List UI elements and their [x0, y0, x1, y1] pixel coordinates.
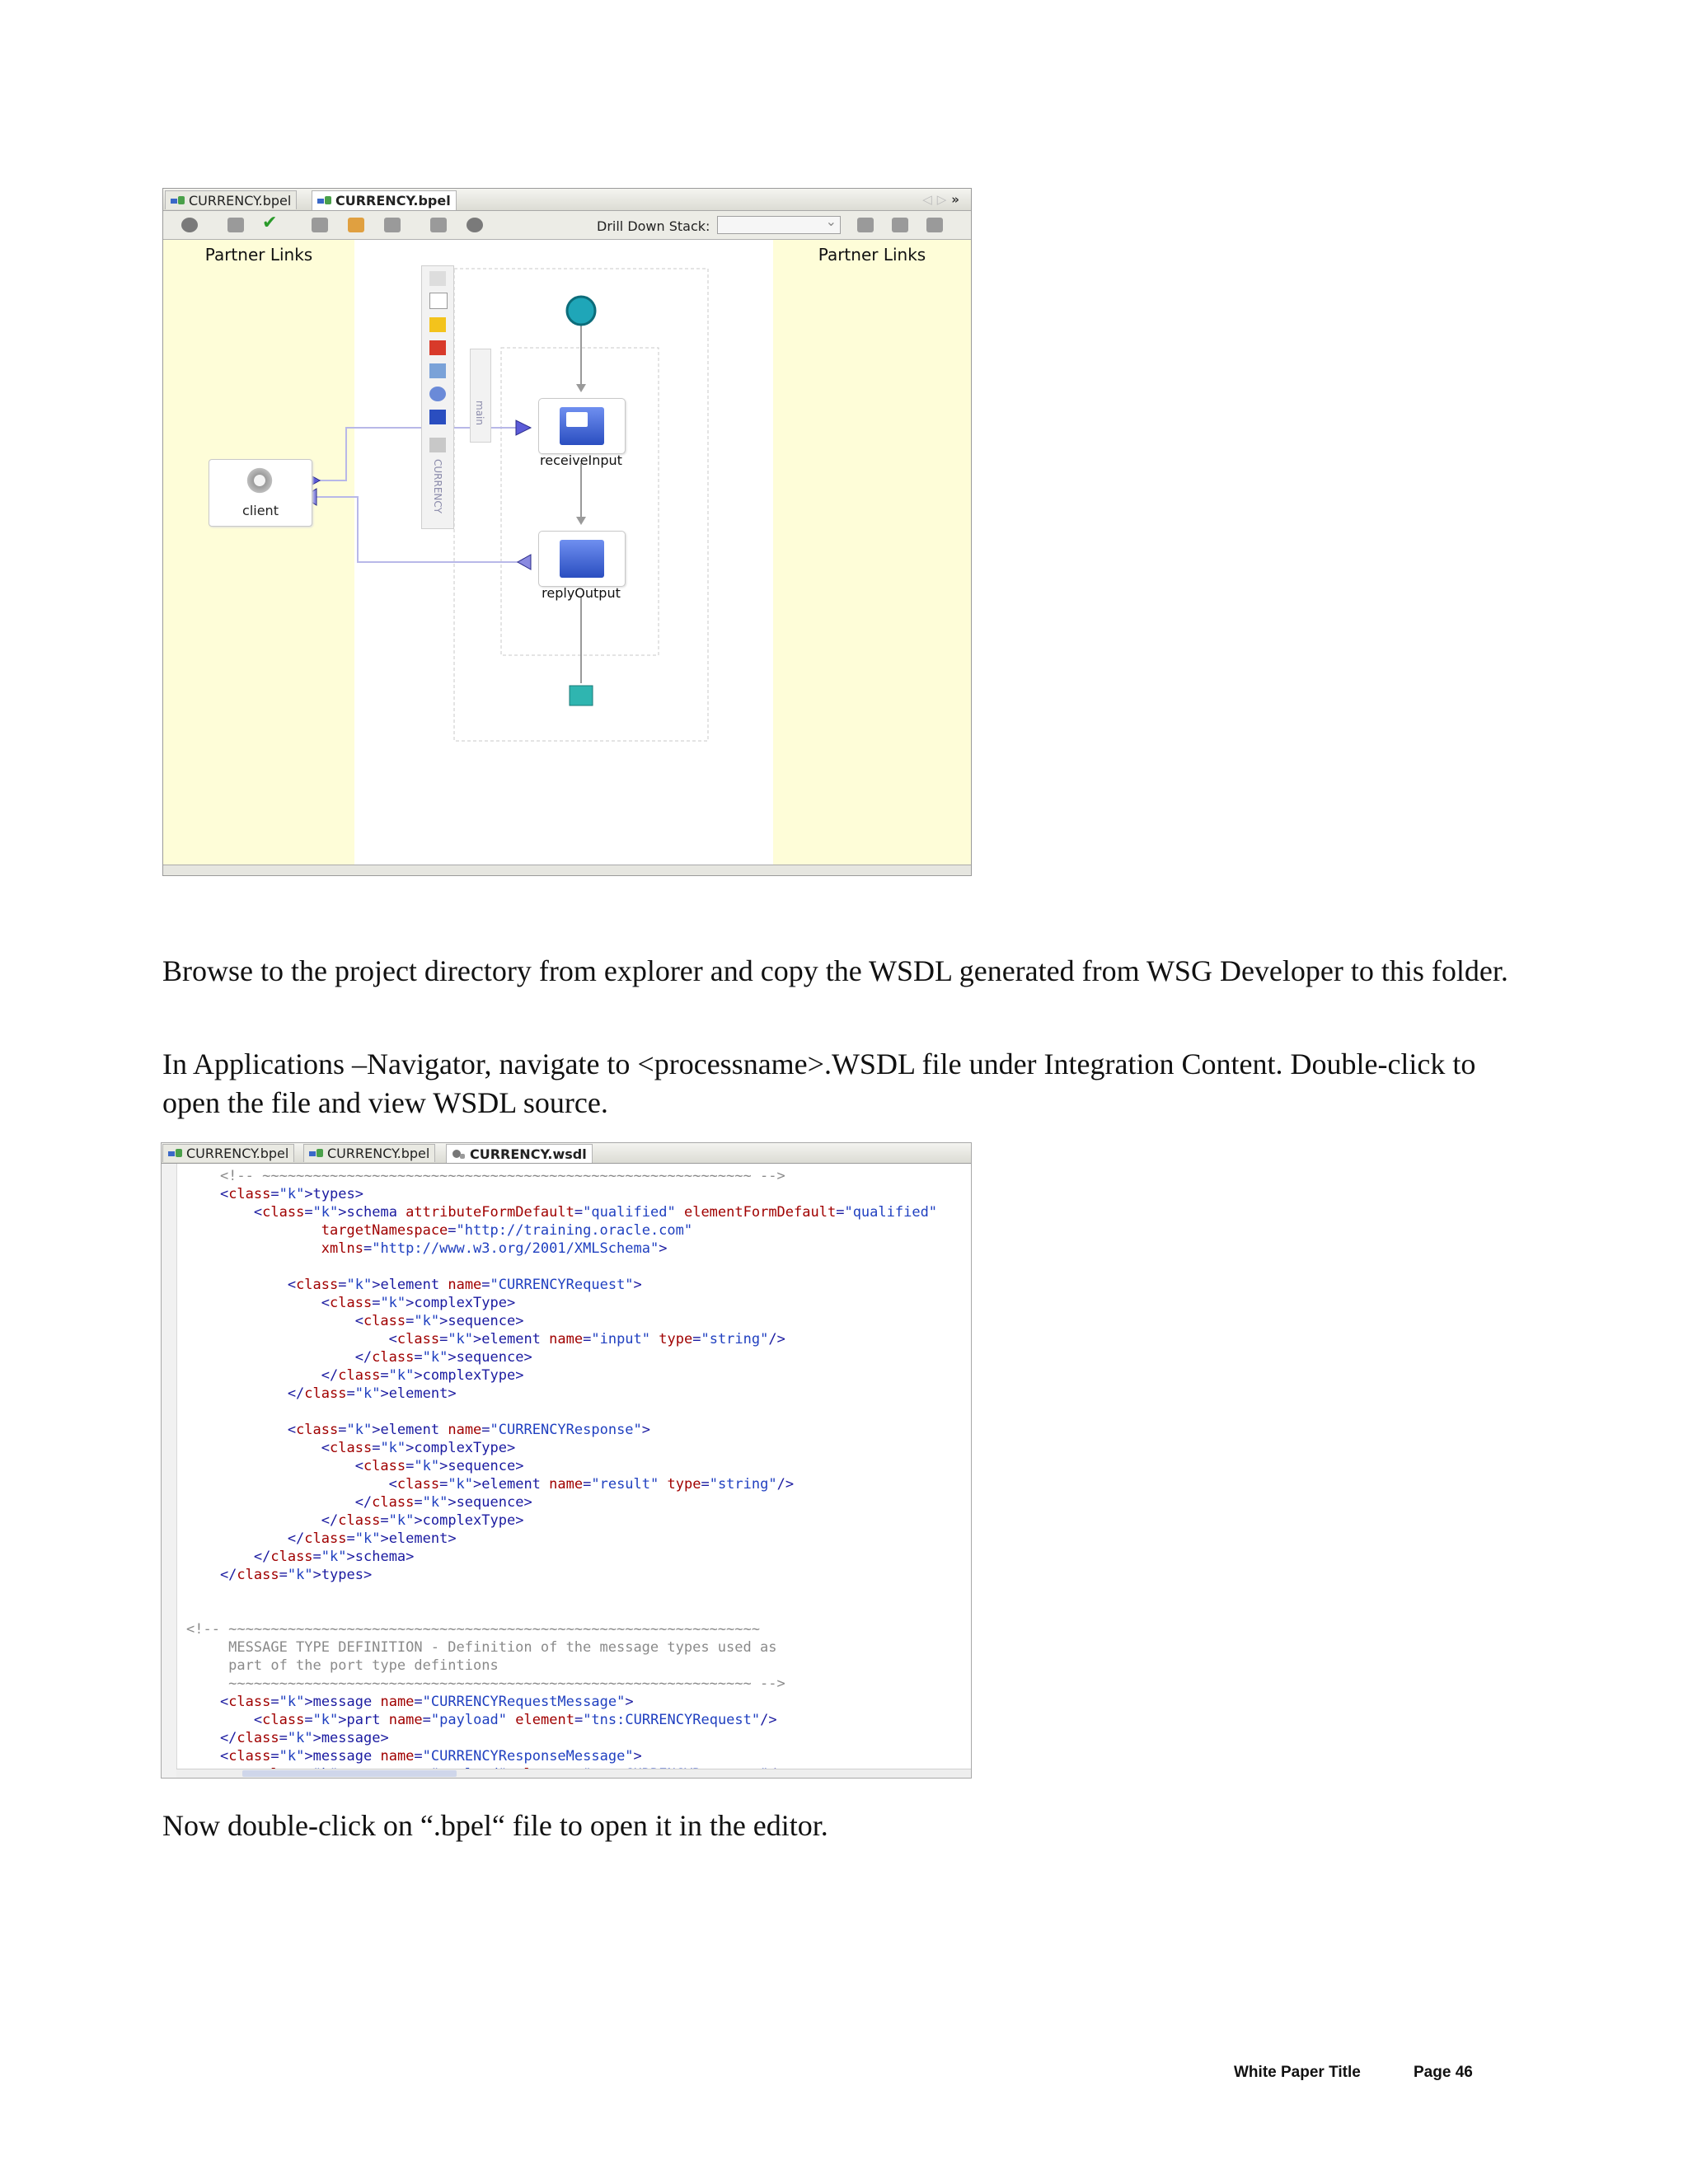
collapse-icon[interactable]: [429, 271, 446, 286]
reply-gear-icon: [560, 540, 604, 578]
code-line: <class="k">types>: [186, 1186, 363, 1202]
flow-arrowhead-1: [576, 384, 586, 392]
code-line: </class="k">schema>: [186, 1549, 415, 1565]
bpel-file-icon: [309, 1148, 324, 1159]
error-icon[interactable]: [429, 340, 446, 355]
code-line: <class="k">message name="CURRENCYResponseMessage">: [186, 1748, 642, 1765]
reply-activity[interactable]: [538, 531, 626, 587]
process-label: CURRENCY: [432, 459, 443, 513]
partner-link-reply: [316, 497, 518, 562]
code-line: MESSAGE TYPE DEFINITION - Definition of the message types used as: [186, 1639, 777, 1656]
code-line: <class="k">complexType>: [186, 1440, 516, 1456]
code-line: <class="k">schema attributeFormDefault="qualified" elementFormDefault="qualified": [186, 1204, 938, 1221]
tab-label: CURRENCY.bpel: [327, 1146, 430, 1161]
main-scope-border: [501, 348, 659, 655]
bpel-editor-screenshot: [162, 188, 972, 876]
reply-port: [518, 555, 531, 569]
clock-icon[interactable]: [429, 387, 446, 401]
tab-label: CURRENCY.bpel: [189, 192, 292, 209]
end-node: [570, 686, 593, 705]
partner-links-left-title: Partner Links: [204, 245, 313, 265]
scope-side-bar: [470, 349, 491, 443]
editor-gutter: [162, 1164, 177, 1778]
wsdl-file-icon: [452, 1149, 467, 1160]
code-line: <class="k">element name="CURRENCYRequest">: [186, 1277, 642, 1293]
warning-icon[interactable]: [429, 317, 446, 332]
code-line: <!-- ~~~~~~~~~~~~~~~~~~~~~~~~~~~~~~~~~~~~~~~~~~~~~~~~~~~~~~~~~~~~~~~: [186, 1621, 760, 1638]
code-line: <class="k">sequence>: [186, 1313, 524, 1329]
code-line: <class="k">complexType>: [186, 1295, 516, 1311]
flow-arrowhead-2: [576, 517, 586, 525]
wsdl-code-area[interactable]: [186, 1167, 937, 1779]
start-node: [567, 297, 595, 325]
wsdl-tab-bar: [162, 1143, 971, 1164]
receive-envelope-icon: [560, 407, 604, 445]
wsdl-source-screenshot: [161, 1142, 972, 1779]
document-icon[interactable]: [429, 293, 448, 309]
code-line: <class="k">sequence>: [186, 1458, 524, 1474]
partner-link-client[interactable]: [209, 459, 312, 527]
code-line: </class="k">message>: [186, 1730, 389, 1746]
footer-page-number: Page 46: [1414, 2064, 1473, 2081]
code-line: [186, 1602, 937, 1620]
code-line: <!-- ~~~~~~~~~~~~~~~~~~~~~~~~~~~~~~~~~~~~~~~~~~~~~~~~~~~~~~~~~~ -->: [186, 1168, 785, 1184]
code-line: </class="k">complexType>: [186, 1367, 524, 1384]
activity-palette: [421, 265, 454, 529]
code-line: targetNamespace="http://training.oracle.com": [321, 1222, 693, 1239]
code-line: part of the port type defintions: [186, 1657, 499, 1674]
code-line: <class="k">element name="input" type="string"/>: [186, 1331, 785, 1347]
tab-currency-bpel-2[interactable]: [303, 1144, 435, 1162]
code-line: </class="k">element>: [186, 1385, 457, 1402]
code-line: </class="k">types>: [186, 1567, 373, 1583]
code-line: <class="k">element name="CURRENCYResponse">: [186, 1422, 651, 1438]
paragraph-2: In Applications –Navigator, navigate to <processname>.WSDL file under Integration Content. Double-click to open the file and view WSDL source.: [162, 1047, 1476, 1119]
partner-link-label: client: [242, 503, 279, 518]
drill-down-label: Drill Down Stack:: [597, 218, 710, 234]
search-icon[interactable]: [429, 438, 446, 452]
code-line: </class="k">complexType>: [186, 1512, 524, 1529]
receive-activity-label: receiveInput: [540, 452, 622, 468]
paragraph-3: Now double-click on “.bpel“ file to open it in the editor.: [162, 1809, 828, 1842]
scope-label: main: [474, 401, 485, 425]
tab-nav-arrows[interactable]: ◁▷»: [922, 192, 964, 207]
message-icon[interactable]: [429, 363, 446, 378]
horizontal-scrollbar[interactable]: [176, 1769, 971, 1779]
code-line: [186, 1403, 937, 1421]
code-line: <class="k">element name="result" type="string"/>: [186, 1476, 795, 1493]
receive-activity[interactable]: [538, 398, 626, 454]
gear-icon: [246, 466, 274, 494]
scrollbar-thumb[interactable]: [242, 1770, 457, 1777]
paragraph-1: Browse to the project directory from explorer and copy the WSDL generated from WSG Developer to this folder.: [162, 954, 1508, 987]
code-line: ~~~~~~~~~~~~~~~~~~~~~~~~~~~~~~~~~~~~~~~~~~~~~~~~~~~~~~~~~~~~~~ -->: [186, 1675, 785, 1692]
partner-links-right-title: Partner Links: [818, 245, 926, 265]
code-line: [186, 1258, 937, 1276]
code-line: </class="k">element>: [186, 1530, 457, 1547]
receive-port: [516, 420, 531, 435]
tab-label: CURRENCY.bpel: [186, 1146, 289, 1161]
code-line: [186, 1584, 937, 1602]
tab-currency-wsdl[interactable]: [446, 1144, 593, 1163]
code-line: </class="k">sequence>: [186, 1494, 532, 1511]
code-line: <class="k">message name="CURRENCYRequestMessage">: [186, 1694, 634, 1710]
validate-check-icon[interactable]: ✔: [262, 213, 278, 233]
tab-label: CURRENCY.wsdl: [470, 1146, 587, 1162]
code-line: </class="k">sequence>: [186, 1349, 532, 1366]
code-line: <class="k">part name="payload" element="tns:CURRENCYRequest"/>: [186, 1712, 777, 1728]
footer-title: White Paper Title: [1234, 2064, 1361, 2081]
code-line: xmlns="http://www.w3.org/2001/XMLSchema">: [321, 1240, 668, 1257]
tab-label: CURRENCY.bpel: [335, 193, 451, 209]
tab-currency-bpel-1[interactable]: [162, 1144, 294, 1162]
reply-activity-label: replyOutput: [542, 585, 621, 601]
bpel-file-icon: [168, 1148, 183, 1159]
rewind-icon[interactable]: [429, 410, 446, 424]
